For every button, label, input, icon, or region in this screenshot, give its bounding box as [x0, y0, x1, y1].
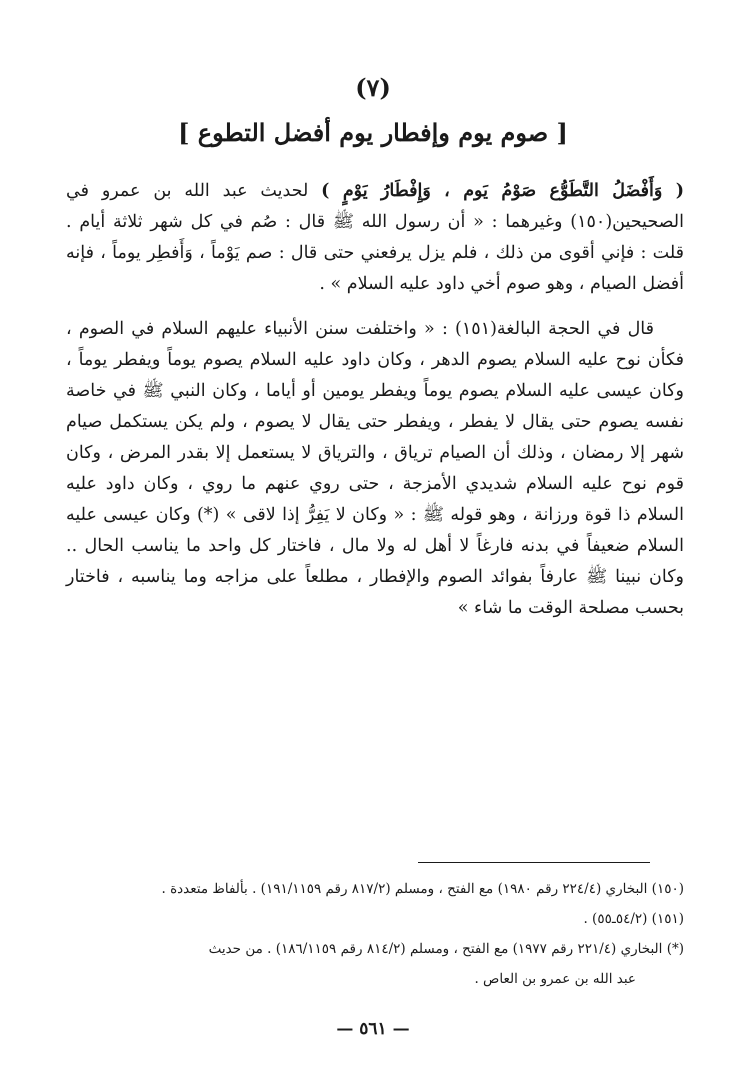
- chapter-number: (٧): [355, 73, 391, 102]
- footnote-divider: [418, 862, 650, 863]
- paragraph-1-lead: ( وَأَفْضَلُ التَّطَوُّع صَوْمُ يَوم ، وَإِفْطَارُ يَوْمٍ ): [321, 181, 684, 201]
- footnotes: [66, 874, 684, 994]
- footnote-star-continued: عبد الله بن عمرو بن العاص .: [474, 971, 636, 987]
- main-text: [66, 176, 684, 624]
- paragraph-1: [66, 176, 684, 300]
- paragraph-2: قال في الحجة البالغة(١٥١) : « واختلفت سنن الأنبياء عليهم السلام في الصوم ، فكأن نوح عليه السلام يصوم الدهر ، وكان داود عليه السلام يصوم يوماً ويفطر يوماً ، وكان عيسى عليه السلام يصوم يوماً ويفطر يومين أو أياما ، وكان النبي ﷺ في خاصة نفسه يصوم حتى يقال لا يفطر ، ويفطر حتى يقال لا يصوم ، ولم يكن يستكمل صيام شهر إلا رمضان ، وذلك أن الصيام ترياق ، والترياق لا يستعمل إلا بقدر المرض ، وكان قوم نوح عليه السلام شديدي الأمزجة ، حتى روي عنهم ما روي ، وكان داود عليه السلام ذا قوة ورزانة ، وهو قوله ﷺ : « وكان لا يَفِرُّ إذا لاقى » (*) وكان عيسى عليه السلام ضعيفاً في بدنه فارغاً لا أهل له ولا مال ، فاختار كل واحد ما يناسب الحال .. وكان نبينا ﷺ عارفاً بفوائد الصوم والإفطار ، مطلعاً على مزاجه وما يناسبه ، فاختار بحسب مصلحة الوقت ما شاء »: [66, 319, 684, 618]
- page-number: — ٥٦١ —: [336, 1019, 410, 1039]
- footnote-151: (١٥١) (٥٤/٢ـ٥٥) .: [583, 911, 684, 927]
- paragraph-1-text: لحديث عبد الله بن عمرو في الصحيحين(١٥٠) وغيرهما : « أن رسول الله ﷺ قال : صُم في كل شهر ثلاثة أيام . قلت : فإني أقوى من ذلك ، فلم يزل يرفعني حتى قال : صم يَوْماً ، وَأَفطِر يوماً ، فإنه أفضل الصيام ، وهو صوم أخي داود عليه السلام » .: [66, 181, 684, 294]
- chapter-title: [ صوم يوم وإفطار يوم أفضل التطوع ]: [178, 118, 568, 147]
- footnote-star: (*) البخاري (٢٢١/٤ رقم ١٩٧٧) مع الفتح ، ومسلم (٨١٤/٢ رقم ١٨٦/١١٥٩) . من حديث: [208, 941, 684, 957]
- footnote-150: (١٥٠) البخاري (٢٢٤/٤ رقم ١٩٨٠) مع الفتح ، ومسلم (٨١٧/٢ رقم ١٩١/١١٥٩) . بألفاظ متعددة .: [161, 881, 684, 897]
